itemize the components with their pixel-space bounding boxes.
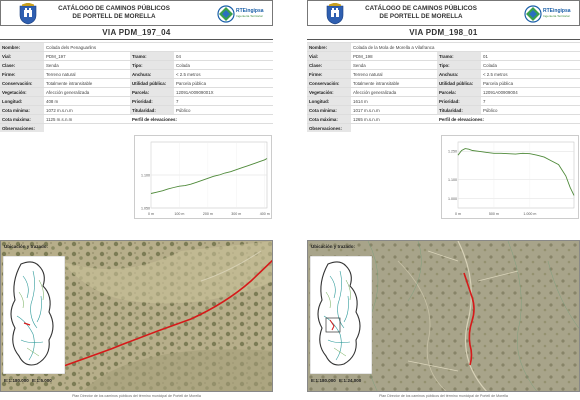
- header-divider: [307, 39, 580, 40]
- logo-brand-text: RTEingipsa: [543, 8, 571, 14]
- scale-detail: E:1:5.000: [32, 378, 52, 383]
- location-map: [0, 240, 273, 392]
- label-prioridad: Prioridad:: [130, 97, 174, 106]
- label-firme: Firme:: [0, 70, 44, 79]
- row-vial: [0, 52, 273, 61]
- elevation-chart-svg: [442, 136, 578, 218]
- row-cota-minima: [0, 106, 273, 115]
- rte-logo-icon: [524, 5, 542, 23]
- scale-general: E:1:180.000: [311, 378, 336, 383]
- value-titularidad: Público: [481, 106, 580, 115]
- value-conservacion: Totalmente intransitable: [351, 79, 437, 88]
- value-observaciones: [44, 124, 273, 133]
- location-label: Ubicación y trazado:: [311, 244, 356, 249]
- x-tick-label: 100 m: [174, 212, 185, 216]
- value-firme: Terreno natural: [44, 70, 130, 79]
- municipality-overview-map: [310, 256, 372, 374]
- row-clase: [0, 61, 273, 70]
- value-vegetacion: Afección generalizada: [44, 88, 130, 97]
- row-nombre: [0, 43, 273, 52]
- sheet-right: [307, 0, 580, 398]
- rte-logo: [524, 4, 578, 24]
- label-anchura: Anchura:: [437, 70, 481, 79]
- label-utilidad: Utilidad pública:: [130, 79, 174, 88]
- x-tick-label: 300 m: [231, 212, 242, 216]
- row-conservacion: [307, 79, 580, 88]
- catalog-title-line1: CATÁLOGO DE CAMINOS PÚBLICOS: [58, 5, 170, 12]
- row-vegetacion: [0, 88, 273, 97]
- road-info-table: [0, 42, 273, 132]
- label-prioridad: Prioridad:: [437, 97, 481, 106]
- value-clase: Senda: [44, 61, 130, 70]
- catalog-title: [356, 5, 486, 21]
- sheet-left: [0, 0, 273, 398]
- label-perfil: Perfil de elevaciones:: [130, 115, 273, 124]
- header-divider: [0, 39, 273, 40]
- label-utilidad: Utilidad pública:: [437, 79, 481, 88]
- value-vial: PDM_197: [44, 52, 130, 61]
- elevation-chart-svg: [135, 136, 271, 218]
- label-clase: Clase:: [307, 61, 351, 70]
- value-tipo: Colada: [174, 61, 273, 70]
- location-map: [307, 240, 580, 392]
- row-observaciones: [307, 124, 580, 133]
- catalog-title-line2: DE PORTELL DE MORELLA: [379, 13, 463, 20]
- x-tick-label: 1.000 m: [523, 212, 537, 216]
- location-label: Ubicación y trazado:: [4, 244, 49, 249]
- value-prioridad: 7: [174, 97, 273, 106]
- label-conservacion: Conservación:: [0, 79, 44, 88]
- catalog-title-line2: DE PORTELL DE MORELLA: [72, 13, 156, 20]
- label-longitud: Longitud:: [0, 97, 44, 106]
- value-cota-minima: 1072 m.s.n.m: [44, 106, 130, 115]
- value-anchura: < 2.5 metros: [174, 70, 273, 79]
- label-tramo: Tramo:: [130, 52, 174, 61]
- label-vial: Vial:: [307, 52, 351, 61]
- value-cota-maxima: 1125 m.s.n.m: [44, 115, 130, 124]
- rte-logo-icon: [217, 5, 235, 23]
- value-vegetacion: Afección generalizada: [351, 88, 437, 97]
- value-cota-minima: 1017 m.s.n.m: [351, 106, 437, 115]
- y-tick-label: 1.000: [448, 196, 457, 201]
- value-tipo: Colada: [481, 61, 580, 70]
- value-observaciones: [351, 124, 580, 133]
- elevation-profile-chart: [441, 135, 579, 219]
- via-code: VIA PDM_197_04: [102, 28, 171, 37]
- y-tick-label: 1.050: [141, 206, 150, 211]
- road-info-table: [307, 42, 580, 132]
- logo-sub-text: Ingeniería Territorial: [236, 14, 263, 18]
- x-tick-label: 0 m: [148, 212, 154, 216]
- label-longitud: Longitud:: [307, 97, 351, 106]
- logo-sub-text: Ingeniería Territorial: [543, 14, 570, 18]
- footer-text: Plan Director de los caminos públicos del término municipal de Portell de Morella: [72, 394, 201, 398]
- label-cota-maxima: Cota máxima:: [0, 115, 44, 124]
- value-utilidad: Parcela pública: [174, 79, 273, 88]
- rte-logo: [217, 4, 271, 24]
- value-parcela: 12091A00909001X: [174, 88, 273, 97]
- y-tick-label: 1.100: [448, 178, 457, 183]
- plot-area: [458, 142, 574, 208]
- sheet-header: [0, 0, 273, 26]
- row-cota-maxima: [0, 115, 273, 124]
- value-tramo: 04: [174, 52, 273, 61]
- label-vial: Vial:: [0, 52, 44, 61]
- label-vegetacion: Vegetación:: [0, 88, 44, 97]
- row-observaciones: [0, 124, 273, 133]
- catalog-title-line1: CATÁLOGO DE CAMINOS PÚBLICOS: [365, 5, 477, 12]
- elevation-profile-chart: [134, 135, 272, 219]
- row-longitud: [307, 97, 580, 106]
- value-anchura: < 2.5 metros: [481, 70, 580, 79]
- label-firme: Firme:: [307, 70, 351, 79]
- scale-detail: E:1:24.000: [339, 378, 362, 383]
- value-titularidad: Público: [174, 106, 273, 115]
- value-vial: PDM_198: [351, 52, 437, 61]
- x-tick-label: 200 m: [202, 212, 213, 216]
- row-vial: [307, 52, 580, 61]
- label-nombre: Nombre:: [307, 43, 351, 52]
- row-longitud: [0, 97, 273, 106]
- row-cota-maxima: [307, 115, 580, 124]
- x-tick-label: 500 m: [488, 212, 499, 216]
- label-anchura: Anchura:: [130, 70, 174, 79]
- row-nombre: [307, 43, 580, 52]
- row-firme: [0, 70, 273, 79]
- label-tipo: Tipo:: [130, 61, 174, 70]
- municipality-overview-map: [3, 256, 65, 374]
- label-vegetacion: Vegetación:: [307, 88, 351, 97]
- row-conservacion: [0, 79, 273, 88]
- value-nombre: Colada dels Penaguarlins: [44, 43, 273, 52]
- sheet-header: [307, 0, 580, 26]
- label-perfil: Perfil de elevaciones:: [437, 115, 580, 124]
- label-parcela: Parcela:: [437, 88, 481, 97]
- label-clase: Clase:: [0, 61, 44, 70]
- label-titularidad: Titularidad:: [437, 106, 481, 115]
- row-vegetacion: [307, 88, 580, 97]
- row-firme: [307, 70, 580, 79]
- label-nombre: Nombre:: [0, 43, 44, 52]
- label-parcela: Parcela:: [130, 88, 174, 97]
- value-longitud: 408 m: [44, 97, 130, 106]
- via-code: VIA PDM_198_01: [409, 28, 478, 37]
- logo-brand-text: RTEingipsa: [236, 8, 264, 14]
- value-longitud: 1614 m: [351, 97, 437, 106]
- catalog-title: [49, 5, 179, 21]
- value-conservacion: Totalmente intransitable: [44, 79, 130, 88]
- label-observaciones: Observaciones:: [0, 124, 44, 133]
- value-parcela: 12091A00909004: [481, 88, 580, 97]
- label-cota-minima: Cota mínima:: [307, 106, 351, 115]
- value-nombre: Colada de la Mola de Morella a Vilafranca: [351, 43, 580, 52]
- x-tick-label: 0 m: [455, 212, 461, 216]
- x-tick-label: 400 m: [259, 212, 270, 216]
- y-tick-label: 1.250: [448, 149, 457, 154]
- value-firme: Terreno natural: [351, 70, 437, 79]
- label-tramo: Tramo:: [437, 52, 481, 61]
- row-clase: [307, 61, 580, 70]
- value-prioridad: 7: [481, 97, 580, 106]
- value-clase: Senda: [351, 61, 437, 70]
- label-tipo: Tipo:: [437, 61, 481, 70]
- value-cota-maxima: 1265 m.s.n.m: [351, 115, 437, 124]
- label-observaciones: Observaciones:: [307, 124, 351, 133]
- coat-of-arms-icon: [324, 3, 346, 25]
- scale-general: E:1:180.000: [4, 378, 29, 383]
- label-cota-minima: Cota mínima:: [0, 106, 44, 115]
- value-utilidad: Parcela pública: [481, 79, 580, 88]
- y-tick-label: 1.100: [141, 173, 150, 178]
- value-tramo: 01: [481, 52, 580, 61]
- label-conservacion: Conservación:: [307, 79, 351, 88]
- label-titularidad: Titularidad:: [130, 106, 174, 115]
- label-cota-maxima: Cota máxima:: [307, 115, 351, 124]
- row-cota-minima: [307, 106, 580, 115]
- coat-of-arms-icon: [17, 3, 39, 25]
- footer-text: Plan Director de los caminos públicos del término municipal de Portell de Morella: [379, 394, 508, 398]
